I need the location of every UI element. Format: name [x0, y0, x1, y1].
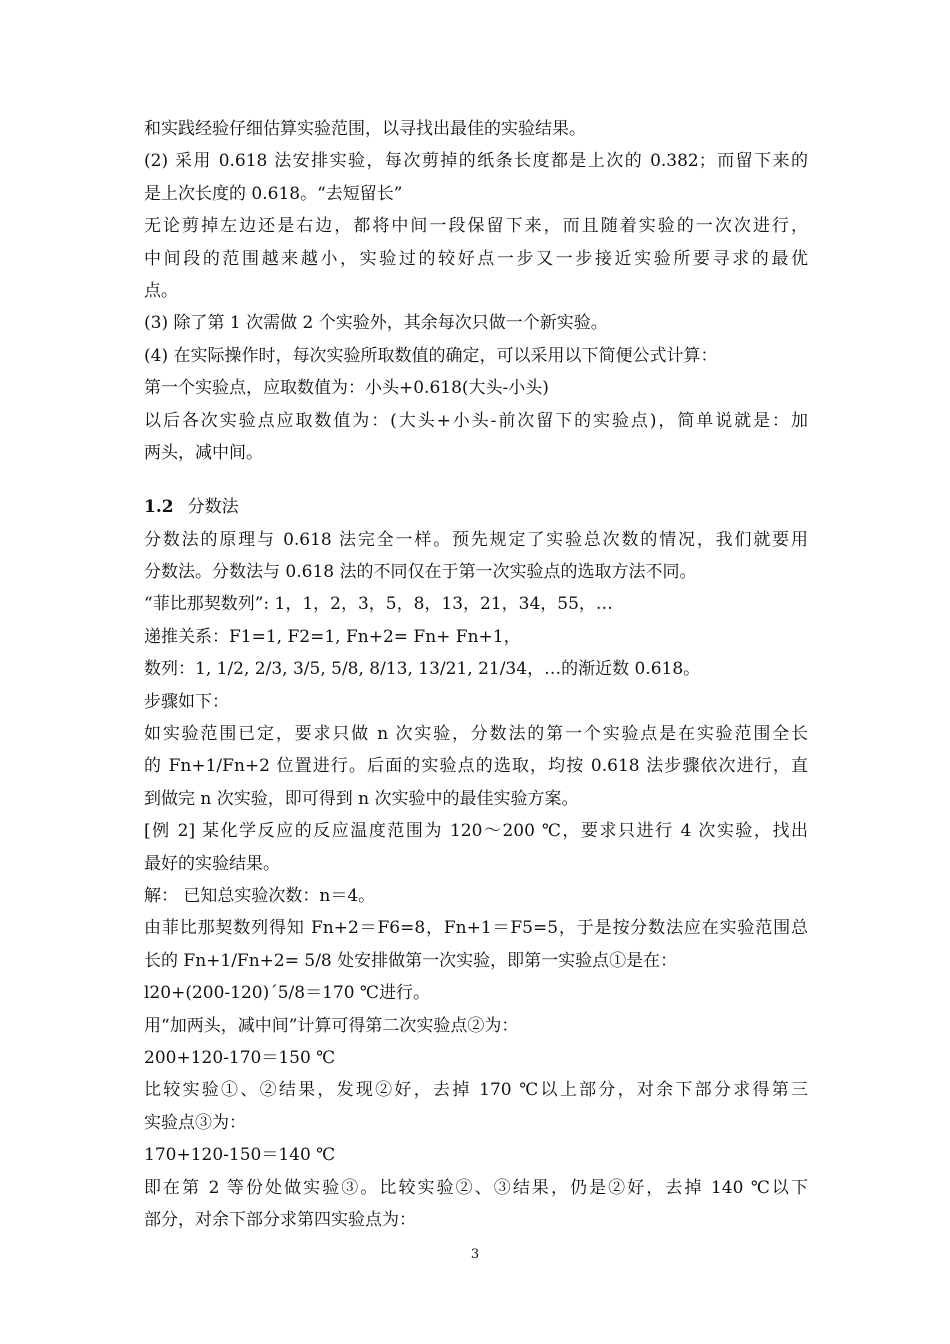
- section-title: 分数法: [187, 497, 239, 518]
- text-line: l20+(200-120)´5/8＝170 ℃进行。: [144, 983, 430, 1004]
- text-line: 的 Fn+1/Fn+2 位置进行。后面的实验点的选取，均按 0.618 法步骤依次进行，直: [144, 756, 808, 777]
- text-line: 无论剪掉左边还是右边，都将中间一段保留下来，而且随着实验的一次次进行，: [144, 216, 808, 237]
- text-line: 长的 Fn+1/Fn+2= 5/8 处安排做第一次实验，即第一实验点①是在：: [144, 950, 678, 971]
- text-line: 递推关系：F1=1, F2=1, Fn+2= Fn+ Fn+1，: [144, 626, 521, 647]
- text-line: 最好的实验结果。: [144, 853, 280, 874]
- text-line: 用“加两头，减中间”计算可得第二次实验点②为：: [144, 1015, 519, 1036]
- text-line: 步骤如下：: [144, 691, 229, 712]
- text-line: 分数法。分数法与 0.618 法的不同仅在于第一次实验点的选取方法不同。: [144, 562, 697, 583]
- text-line: 170+120-150＝140 ℃: [144, 1145, 336, 1166]
- section-number: 1.2: [144, 497, 174, 518]
- body-text: [144, 113, 808, 1236]
- text-line: 200+120-170＝150 ℃: [144, 1047, 336, 1068]
- text-line: 点。: [144, 280, 178, 301]
- text-line: 中间段的范围越来越小，实验过的较好点一步又一步接近实验所要寻求的最优: [144, 248, 808, 269]
- text-line: 以后各次实验点应取数值为：(大头+小头-前次留下的实验点)，简单说就是：加: [144, 410, 808, 431]
- text-line: 两头，减中间。: [144, 442, 263, 463]
- text-line: 和实践经验仔细估算实验范围，以寻找出最佳的实验结果。: [144, 119, 586, 139]
- text-line: (3) 除了第 1 次需做 2 个实验外，其余每次只做一个新实验。: [144, 313, 608, 334]
- text-line: 由菲比那契数列得知 Fn+2＝F6=8，Fn+1＝F5=5，于是按分数法应在实验范围总: [144, 918, 808, 939]
- page-number: 3: [470, 1247, 480, 1262]
- text-line: 解： 已知总实验次数：n＝4。: [144, 885, 376, 906]
- text-line: “菲比那契数列”: 1，1，2，3，5，8，13，21，34，55，…: [144, 594, 613, 615]
- text-line: 如实验范围已定，要求只做 n 次实验，分数法的第一个实验点是在实验范围全长: [144, 724, 808, 745]
- text-line: [例 2] 某化学反应的反应温度范围为 120～200 ℃，要求只进行 4 次实验，找出: [144, 821, 808, 842]
- section-heading: [144, 491, 808, 523]
- text-line: 实验点③为：: [144, 1112, 246, 1133]
- section-gap: [144, 469, 808, 491]
- text-line: (4) 在实际操作时，每次实验所取数值的确定，可以采用以下简便公式计算：: [144, 345, 718, 366]
- text-line: 到做完 n 次实验，即可得到 n 次实验中的最佳实验方案。: [144, 788, 579, 809]
- text-line: 部分，对余下部分求第四实验点为：: [144, 1209, 416, 1230]
- text-line: 第一个实验点，应取数值为：小头+0.618(大头-小头): [144, 378, 549, 399]
- text-line: 是上次长度的 0.618。“去短留长”: [144, 183, 403, 204]
- text-line: 数列：1, 1/2, 2/3, 3/5, 5/8, 8/13, 13/21, 21/34，…的渐近数 0.618。: [144, 659, 701, 680]
- text-line: (2) 采用 0.618 法安排实验，每次剪掉的纸条长度都是上次的 0.382；而留下来的: [144, 151, 808, 172]
- text-line: 比较实验①、②结果，发现②好，去掉 170 ℃以上部分，对余下部分求得第三: [144, 1080, 808, 1101]
- text-line: 即在第 2 等份处做实验③。比较实验②、③结果，仍是②好，去掉 140 ℃以下: [144, 1177, 808, 1198]
- text-line: 分数法的原理与 0.618 法完全一样。预先规定了实验总次数的情况，我们就要用: [144, 529, 808, 550]
